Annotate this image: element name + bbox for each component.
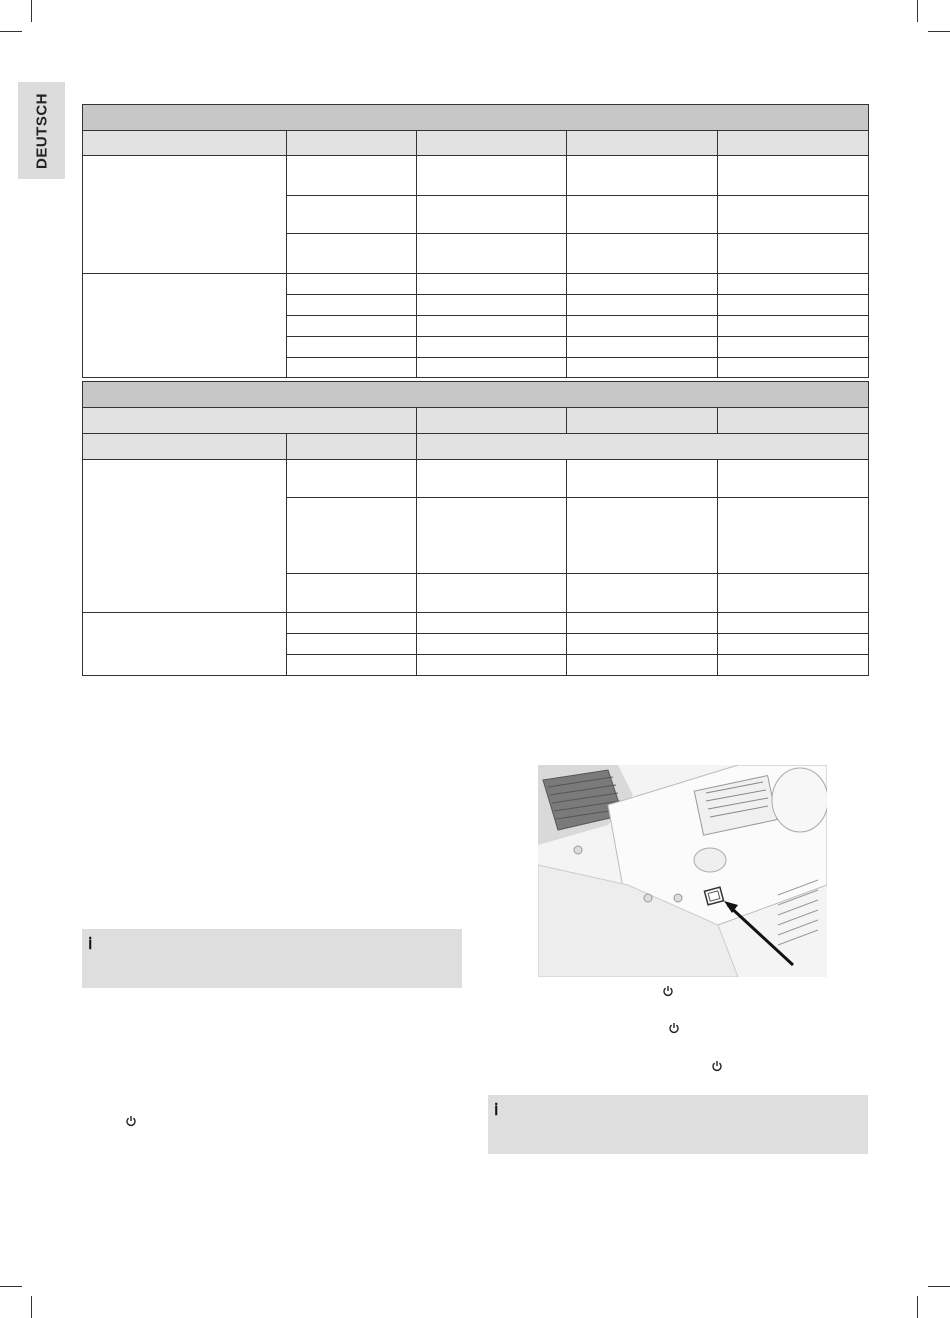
crop-mark	[31, 1296, 32, 1318]
power-icon	[125, 1115, 137, 1127]
crop-mark	[0, 31, 22, 32]
crop-mark	[917, 1296, 918, 1318]
crop-mark	[0, 1286, 22, 1287]
table-2-subheader-row	[83, 434, 868, 459]
info-note-right	[488, 1095, 868, 1154]
crop-mark	[928, 31, 950, 32]
table-2-title-row	[83, 382, 868, 407]
table-1-title-row	[83, 105, 868, 130]
crop-mark	[928, 1286, 950, 1287]
power-icon	[668, 1022, 680, 1034]
info-note-left	[82, 929, 462, 988]
crop-mark	[917, 0, 918, 22]
power-icon	[711, 1060, 723, 1072]
language-tab-label: DEUTSCH	[33, 92, 50, 169]
info-icon: 𝗂	[88, 936, 93, 953]
device-photo	[538, 765, 827, 977]
table-1-column-header-row	[83, 131, 868, 155]
crop-mark	[31, 0, 32, 22]
table-2-column-header-row	[83, 408, 868, 433]
device-photo-illustration	[538, 765, 827, 977]
power-icon	[662, 985, 674, 997]
info-icon: 𝗂	[494, 1102, 499, 1119]
specification-table-2	[82, 381, 869, 676]
language-tab	[18, 82, 65, 179]
specification-table-1	[82, 104, 869, 378]
